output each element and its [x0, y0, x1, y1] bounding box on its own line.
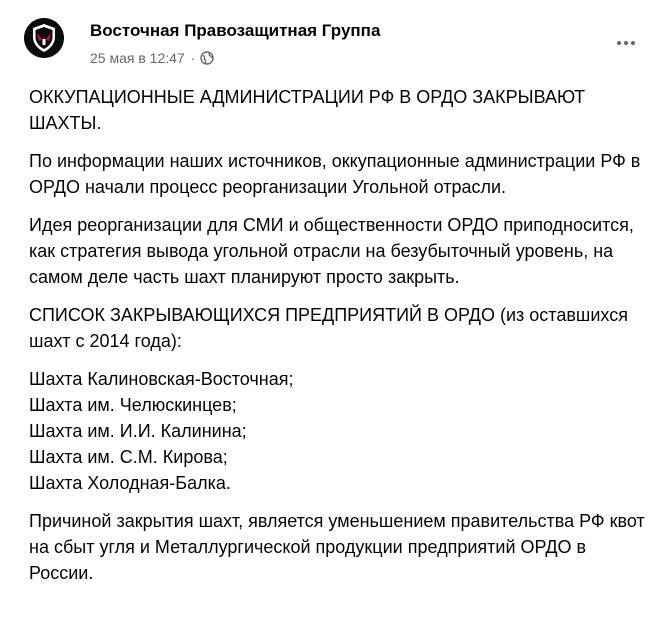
- list-item: Шахта им. Челюскинцев;: [29, 395, 237, 415]
- post-paragraph: Идея реорганизации для СМИ и общественности ОРДО приподносится, как стратегия вывода угольной отрасли на безубыточный уровень, на самом деле часть шахт планируют просто закрыть.: [29, 215, 634, 287]
- more-dot: [631, 41, 635, 45]
- more-dots-icon: [617, 41, 621, 45]
- post-paragraph: По информации наших источников, оккупационные администрации РФ в ОРДО начали процесс реорганизации Угольной отрасли.: [29, 151, 641, 197]
- post-paragraph: Причиной закрытия шахт, является уменьшением правительства РФ квот на сбыт угля и Металлургической продукции предприятий ОРДО в России.: [29, 511, 645, 583]
- author-name[interactable]: Восточная Правозащитная Группа: [90, 21, 381, 40]
- meta-separator: ·: [190, 50, 196, 66]
- list-item: Шахта им. И.И. Калинина;: [29, 421, 247, 441]
- page-avatar[interactable]: [24, 18, 64, 58]
- post-timestamp[interactable]: 25 мая в 12:47: [90, 50, 185, 66]
- post-headline: ОККУПАЦИОННЫЕ АДМИНИСТРАЦИИ РФ В ОРДО ЗАКРЫВАЮТ ШАХТЫ.: [29, 87, 586, 133]
- list-item: Шахта Холодная-Балка.: [29, 473, 231, 493]
- more-options-button[interactable]: [608, 31, 644, 55]
- post-list-heading: СПИСОК ЗАКРЫВАЮЩИХСЯ ПРЕДПРИЯТИЙ В ОРДО (из оставшихся шахт с 2014 года):: [29, 305, 628, 351]
- mine-list: [29, 366, 649, 496]
- globe-icon[interactable]: [200, 51, 214, 65]
- shield-logo-icon: [24, 18, 64, 58]
- post-meta: [90, 50, 214, 66]
- list-item: Шахта им. С.М. Кирова;: [29, 447, 228, 467]
- post-header: [24, 17, 644, 73]
- list-item: Шахта Калиновская-Восточная;: [29, 369, 294, 389]
- post-content: [29, 84, 649, 598]
- more-dot: [624, 41, 628, 45]
